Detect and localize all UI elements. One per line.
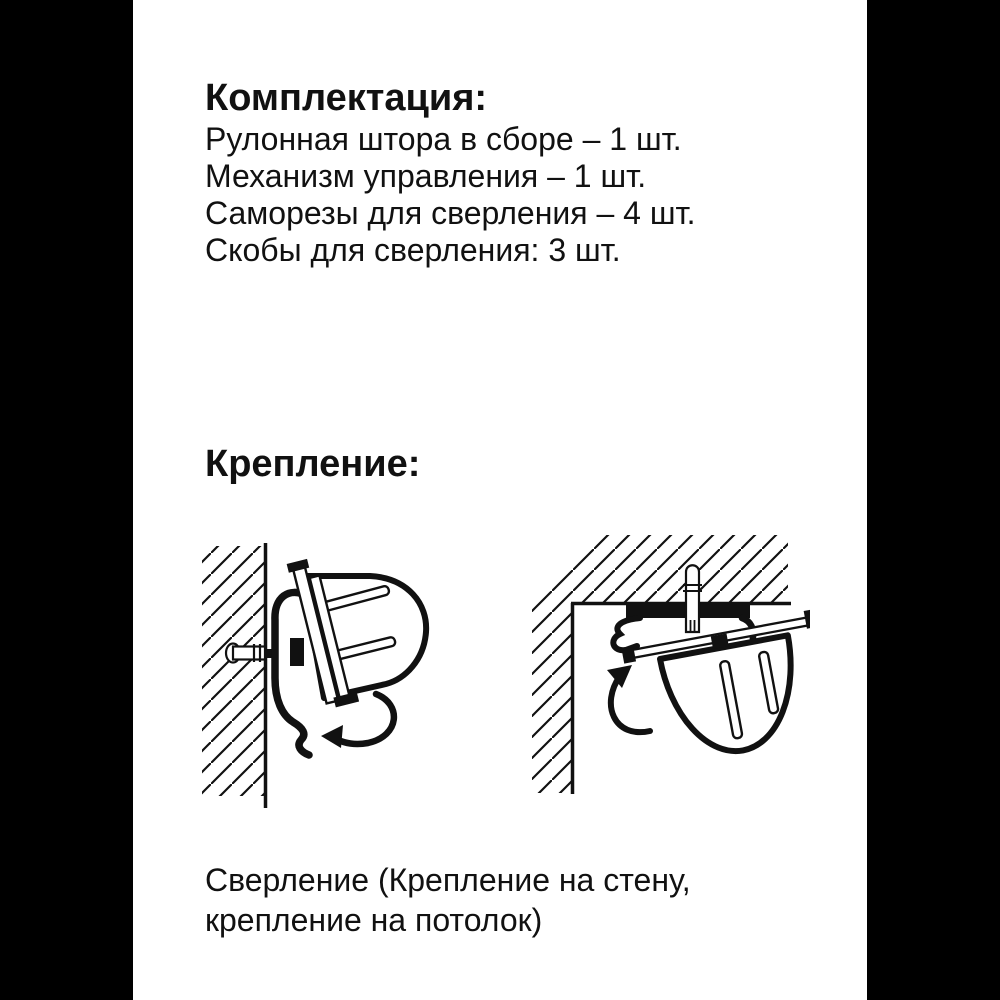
caption-line: Сверление (Крепление на стену, — [205, 862, 691, 898]
bracket-clip — [290, 638, 304, 666]
wall-mount-figure — [190, 532, 500, 832]
rotation-arrow-icon — [607, 665, 650, 732]
ceiling-mount-figure — [510, 528, 810, 818]
drilling-caption — [205, 860, 691, 940]
contents-item: Саморезы для сверления – 4 шт. — [205, 195, 696, 231]
contents-list — [205, 121, 696, 269]
contents-item: Рулонная штора в сборе – 1 шт. — [205, 121, 682, 157]
wall-hatch — [202, 546, 265, 796]
cassette-icon — [621, 609, 810, 769]
instruction-page — [133, 0, 867, 1000]
contents-item: Механизм управления – 1 шт. — [205, 158, 647, 194]
cassette-icon — [287, 555, 426, 710]
contents-heading: Комплектация: — [205, 77, 488, 119]
ceiling-hatch — [530, 535, 788, 603]
mounting-heading: Крепление: — [205, 443, 421, 485]
ceiling-bracket-icon — [613, 618, 640, 650]
screw-icon — [683, 565, 702, 632]
contents-item: Скобы для сверления: 3 шт. — [205, 232, 621, 268]
caption-line: крепление на потолок) — [205, 902, 543, 938]
side-wall-hatch — [532, 603, 572, 793]
